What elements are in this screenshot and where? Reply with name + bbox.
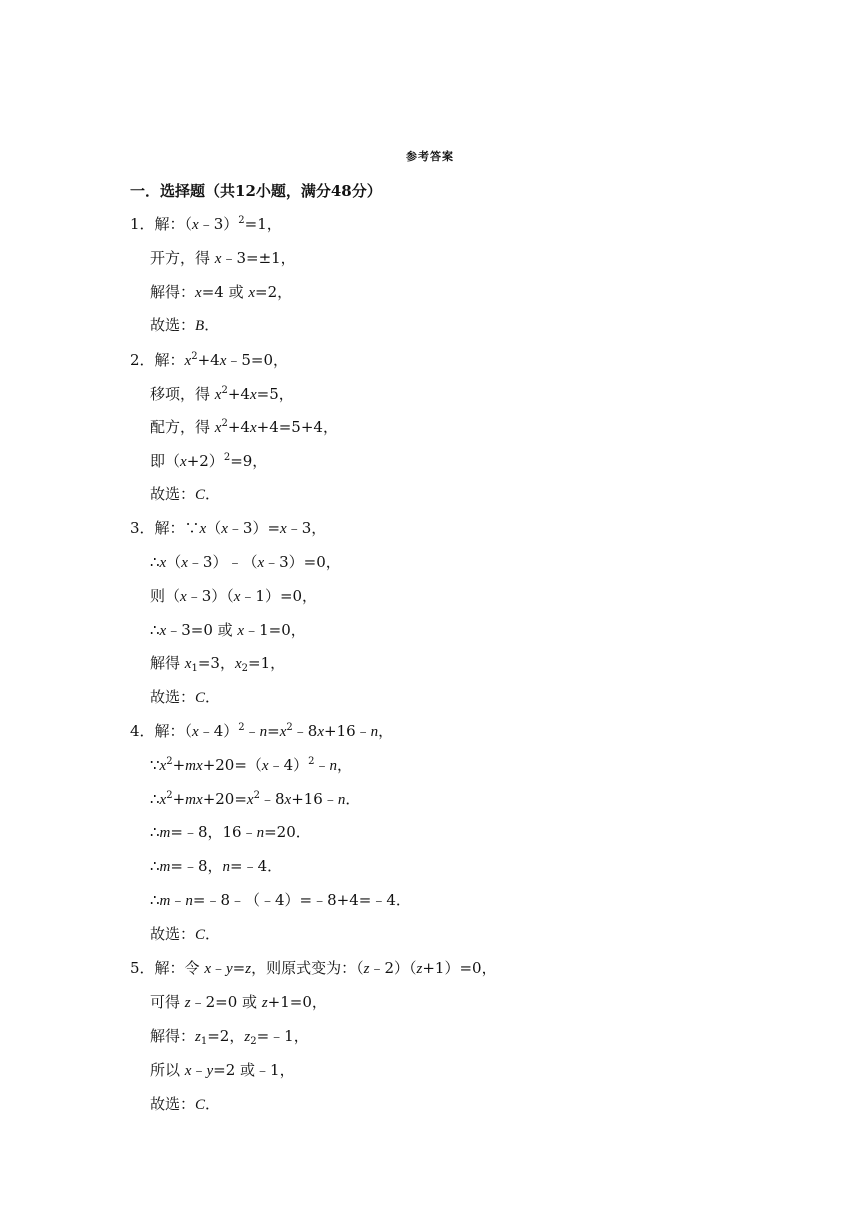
answer-line: 则（x﹣3）（x﹣1）=0， [150,587,318,605]
answer-line: 3．解：∵x（x﹣3）=x﹣3， [130,519,327,537]
answer-line: 1．解：（x﹣3）$^2$=1， [130,215,282,233]
answer-line: ∴x﹣3=0 或 x﹣1=0， [150,621,306,639]
answer-line: 可得 z﹣2=0 或 z+1=0， [150,993,327,1011]
answer-line: 配方，得 $x^2+4x+4=5+4$， [150,418,338,436]
answer-line: 4．解：$(x﹣4)^2﹣n=x^2﹣8x+16﹣n$， [130,722,394,740]
answer-line: $\therefore x^2+mx+20=x^2﹣8x+16﹣n$． [150,790,361,808]
answer-line: $\because x^2+mx+20=(x﹣4)^2﹣n$， [150,756,353,774]
answer-line: ∴m=﹣8，n=﹣4． [150,857,283,875]
answer-line: 2．解：$x^2+4x﹣5=0$， [130,351,289,369]
answer-line: 解得：$z_1=2$，$z_2=﹣1$， [150,1027,309,1047]
answer-line: 5．解：令 x﹣y=z，则原式变为：（z﹣2）（z+1）=0， [130,959,497,977]
answer-line: 故选：C． [150,1095,221,1113]
answer-line: 故选：B． [150,316,220,334]
answer-line: 故选：C． [150,925,221,943]
answer-line: 故选：C． [150,485,221,503]
answer-line: 即$(x+2)^2=9$， [150,452,268,470]
answer-line: 移项，得 $x^2+4x=5$， [150,385,294,403]
answer-line: 故选：C． [150,688,221,706]
page-title: 参考答案 [406,150,454,163]
answer-line: 开方，得 x﹣3=±1， [150,249,296,267]
answer-line: ∴x（x﹣3）﹣（x﹣3）=0， [150,553,341,571]
answer-line: ∴m﹣n=﹣8﹣（﹣4）=﹣8+4=﹣4． [150,891,411,909]
answer-line: ∴m=﹣8，16﹣n=20． [150,823,311,841]
answer-line: 解得：x=4 或 x=2， [150,283,293,301]
section-heading: 一．选择题（共12小题，满分48分） [130,182,382,200]
answer-line: 所以 x﹣y=2 或﹣1， [150,1061,295,1079]
answer-line: 解得 $x_1=3$，$x_2=1$， [150,654,286,674]
